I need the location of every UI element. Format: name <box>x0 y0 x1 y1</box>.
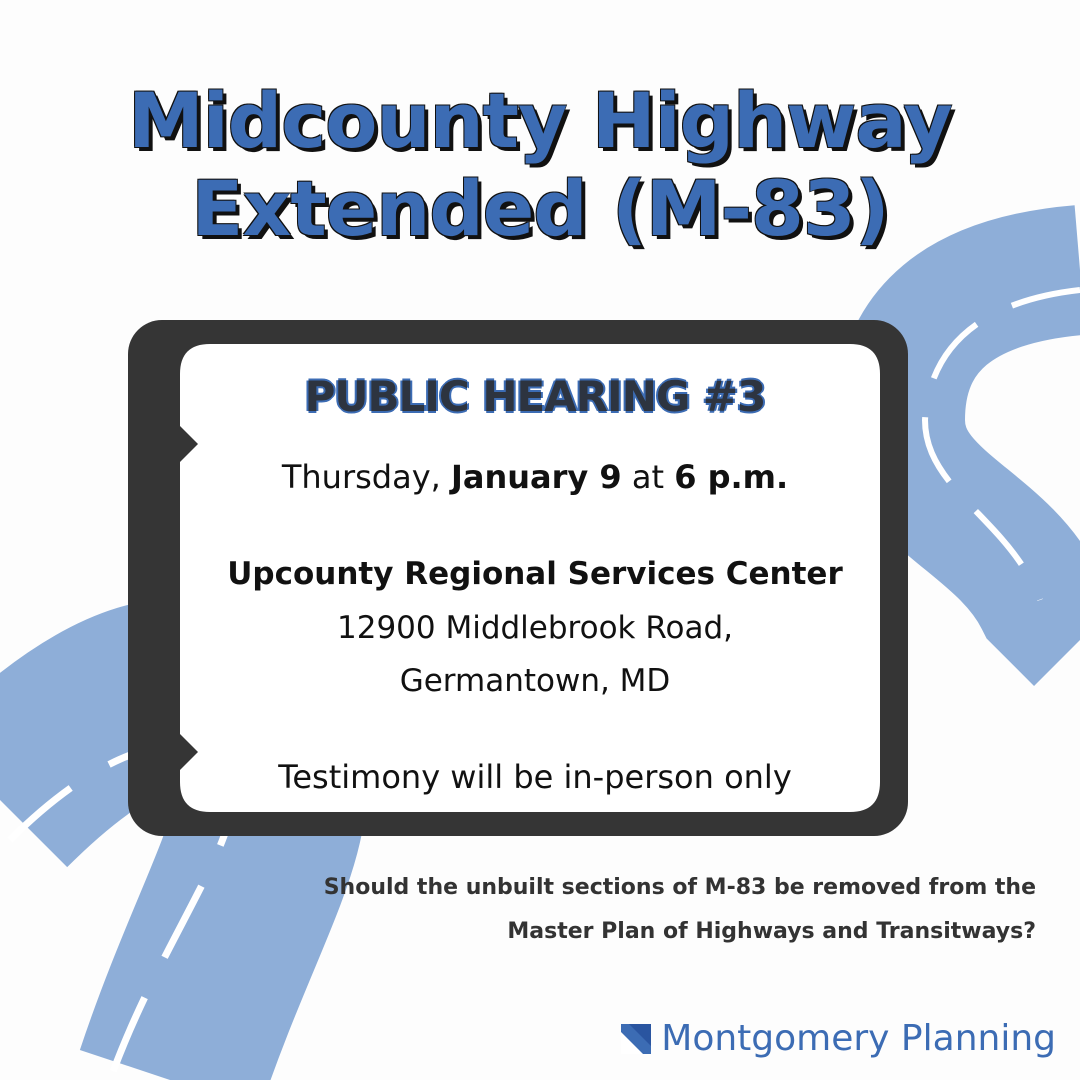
page-title-line2: Extended (M-83) <box>191 164 889 253</box>
montgomery-planning-logo-icon <box>621 1024 651 1054</box>
hearing-heading: PUBLIC HEARING #3 <box>304 372 766 421</box>
brand-footer <box>621 1018 1056 1059</box>
page-title-line1: Midcounty Highway <box>128 76 952 165</box>
question-text <box>276 866 1036 954</box>
hearing-date-bold: January 9 <box>450 458 622 496</box>
venue-address-line1: 12900 Middlebrook Road, <box>337 610 733 646</box>
testimony-note: Testimony will be in-person only <box>278 758 792 796</box>
hearing-time: 6 p.m. <box>674 458 789 496</box>
hearing-at: at <box>621 458 675 496</box>
question-line1: Should the unbuilt sections of M-83 be removed from the <box>323 875 1036 900</box>
brand-name: Montgomery Planning <box>661 1018 1056 1059</box>
hearing-day: Thursday, <box>281 458 451 496</box>
question-line2: Master Plan of Highways and Transitways? <box>507 919 1036 944</box>
road-upper <box>900 270 1080 640</box>
hearing-date <box>180 458 890 496</box>
venue-name: Upcounty Regional Services Center <box>227 556 843 592</box>
venue-address-line2: Germantown, MD <box>399 663 671 699</box>
